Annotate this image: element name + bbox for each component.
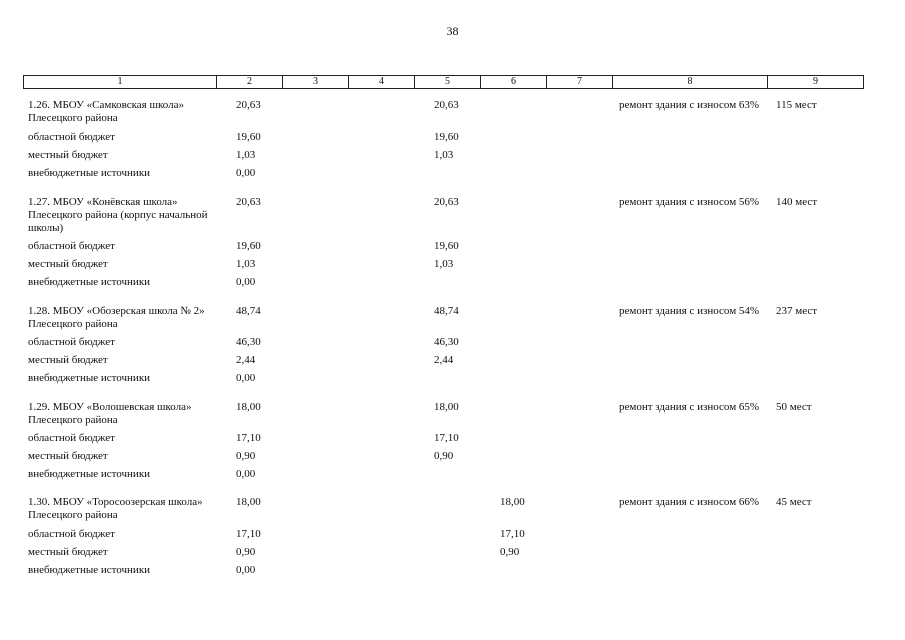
col2-value: 19,60 (236, 240, 261, 252)
col2-value: 18,00 (236, 496, 261, 508)
col9-value: 45 мест (776, 496, 812, 508)
col2-value: 0,00 (236, 564, 256, 576)
header-cell: 5 (415, 76, 481, 89)
col8-value: ремонт здания с износом 56% (619, 196, 760, 208)
col5-value: 1,03 (434, 149, 454, 161)
row-name: местный бюджет (28, 450, 108, 462)
col5-value: 20,63 (434, 196, 459, 208)
col2-value: 48,74 (236, 305, 261, 317)
header-cell: 4 (349, 76, 415, 89)
row-name: внебюджетные источники (28, 564, 151, 576)
row-name: внебюджетные источники (28, 372, 151, 384)
col5-value: 20,63 (434, 99, 459, 111)
row-name: областной бюджет (28, 131, 115, 143)
header-cell: 1 (24, 76, 217, 89)
col2-value: 0,00 (236, 468, 256, 480)
row-name: 1.28. МБОУ «Обозерская школа № 2» Плесецкого района (28, 305, 205, 330)
col2-value: 1,03 (236, 258, 256, 270)
col5-value: 19,60 (434, 240, 459, 252)
row-name: областной бюджет (28, 336, 115, 348)
row-name: областной бюджет (28, 240, 115, 252)
col5-value: 19,60 (434, 131, 459, 143)
col2-value: 18,00 (236, 401, 261, 413)
col2-value: 0,90 (236, 450, 256, 462)
col9-value: 140 мест (776, 196, 818, 208)
col5-value: 2,44 (434, 354, 454, 366)
row-name: местный бюджет (28, 258, 108, 270)
col5-value: 46,30 (434, 336, 459, 348)
page-number: 38 (446, 24, 459, 38)
col2-value: 20,63 (236, 99, 261, 111)
col6-value: 0,90 (500, 546, 520, 558)
row-name: 1.27. МБОУ «Конёвская школа» Плесецкого района (корпус начальной школы) (28, 196, 208, 234)
col8-value: ремонт здания с износом 66% (619, 496, 760, 508)
column-number-header (23, 75, 864, 89)
row-name: внебюджетные источники (28, 167, 151, 179)
col2-value: 19,60 (236, 131, 261, 143)
header-cell: 3 (283, 76, 349, 89)
col2-value: 1,03 (236, 149, 256, 161)
col9-value: 115 мест (776, 99, 817, 111)
col2-value: 17,10 (236, 432, 261, 444)
row-name: внебюджетные источники (28, 276, 151, 288)
col2-value: 0,00 (236, 372, 256, 384)
col6-value: 18,00 (500, 496, 525, 508)
header-cell: 6 (481, 76, 547, 89)
header-cell: 2 (217, 76, 283, 89)
col9-value: 50 мест (776, 401, 812, 413)
col8-value: ремонт здания с износом 65% (619, 401, 760, 413)
col5-value: 17,10 (434, 432, 459, 444)
col2-value: 2,44 (236, 354, 256, 366)
col2-value: 46,30 (236, 336, 261, 348)
col2-value: 17,10 (236, 528, 261, 540)
row-name: внебюджетные источники (28, 468, 151, 480)
row-name: местный бюджет (28, 354, 108, 366)
col2-value: 0,90 (236, 546, 256, 558)
row-name: 1.29. МБОУ «Волошевская школа» Плесецкого района (28, 401, 192, 426)
col8-value: ремонт здания с износом 54% (619, 305, 760, 317)
row-name: 1.26. МБОУ «Самковская школа» Плесецкого района (28, 99, 184, 124)
col5-value: 0,90 (434, 450, 454, 462)
col5-value: 18,00 (434, 401, 459, 413)
header-cell: 9 (768, 76, 864, 89)
row-name: областной бюджет (28, 528, 115, 540)
col9-value: 237 мест (776, 305, 818, 317)
header-cell: 7 (547, 76, 613, 89)
row-name: областной бюджет (28, 432, 115, 444)
col2-value: 20,63 (236, 196, 261, 208)
header-cell: 8 (613, 76, 768, 89)
col8-value: ремонт здания с износом 63% (619, 99, 760, 111)
row-name: 1.30. МБОУ «Торосоозерская школа» Плесецкого района (28, 496, 203, 521)
col6-value: 17,10 (500, 528, 525, 540)
row-name: местный бюджет (28, 149, 108, 161)
col2-value: 0,00 (236, 276, 256, 288)
col5-value: 48,74 (434, 305, 459, 317)
col2-value: 0,00 (236, 167, 256, 179)
row-name: местный бюджет (28, 546, 108, 558)
col5-value: 1,03 (434, 258, 454, 270)
